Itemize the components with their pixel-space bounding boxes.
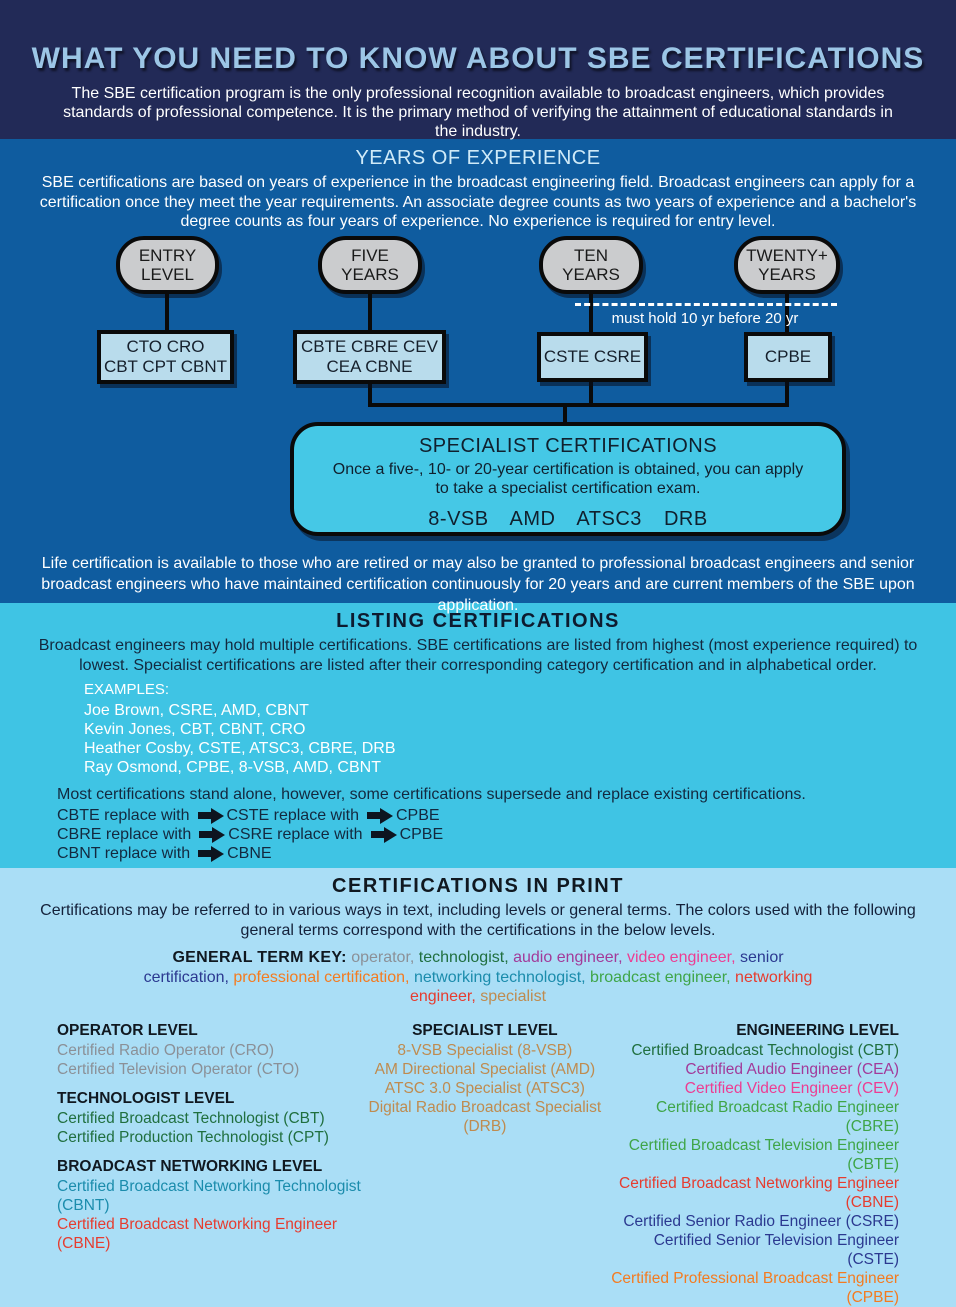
example-item: Ray Osmond, CPBE, 8-VSB, AMD, CBNT <box>84 759 381 776</box>
certifications-in-print-section <box>0 868 956 1306</box>
chain-text: CPBE <box>396 807 440 824</box>
cert-item: Certified Broadcast Radio Engineer (CBRE) <box>656 1098 899 1135</box>
replace-chain-row <box>57 825 956 844</box>
certs-entry-level-box <box>97 330 234 384</box>
replace-chain-row <box>57 806 956 825</box>
connector-line <box>368 292 372 332</box>
level-header: TECHNOLOGIST LEVEL <box>57 1089 235 1107</box>
replace-arrow-icon <box>198 812 211 819</box>
key-term: specialist <box>480 988 547 1005</box>
cert-item: Certified Broadcast Networking Engineer (CBNE) <box>57 1215 337 1252</box>
cert-item: AM Directional Specialist (AMD) <box>374 1060 596 1078</box>
dashed-requirement-line <box>575 303 837 306</box>
cert-codes-line: CBTE CBRE CEV <box>301 336 438 356</box>
specialist-certifications-box <box>290 422 846 536</box>
cert-item: Certified Video Engineer (CEV) <box>684 1079 899 1097</box>
key-term: broadcast engineer, <box>590 968 731 986</box>
column-operator-technologist-networking <box>57 1021 365 1307</box>
node-ten-years <box>539 236 643 294</box>
levels-columns <box>0 1021 956 1307</box>
in-print-intro: Certifications may be referred to in various ways in text, including levels or general terms. The colors used with the following general terms correspond with the certifications in the below levels. <box>40 902 916 939</box>
level-header: OPERATOR LEVEL <box>57 1021 198 1039</box>
node-five-years <box>318 236 422 294</box>
listing-heading: LISTING CERTIFICATIONS <box>336 610 620 632</box>
chain-text: CPBE <box>399 826 444 843</box>
cert-item: 8-VSB Specialist (8-VSB) <box>397 1041 573 1059</box>
chain-text: CBNE <box>227 845 272 862</box>
cert-item: Certified Broadcast Television Engineer (CBTE) <box>628 1136 899 1173</box>
broadcast-networking-level-group <box>57 1157 365 1253</box>
page-header <box>0 0 956 139</box>
cert-item: Certified Broadcast Networking Technologist (CBNT) <box>57 1177 361 1214</box>
key-term: video engineer, <box>626 949 736 966</box>
replace-arrow-icon <box>371 831 384 838</box>
cert-item: Certified Production Technologist (CPT) <box>57 1128 329 1146</box>
cert-item: Certified Radio Operator (CRO) <box>57 1041 275 1059</box>
cert-codes-line: CEA CBNE <box>326 356 413 376</box>
cert-item: Certified Senior Television Engineer (CSTE) <box>653 1231 899 1268</box>
operator-level-group <box>57 1021 365 1079</box>
general-term-key <box>133 948 823 1007</box>
level-header: ENGINEERING LEVEL <box>736 1021 899 1039</box>
key-term: professional certification, <box>233 968 410 986</box>
certification-flowchart <box>0 232 956 544</box>
examples-label: EXAMPLES: <box>84 681 170 698</box>
cert-item: Certified Broadcast Technologist (CBT) <box>57 1109 325 1127</box>
requirement-note: must hold 10 yr before 20 yr <box>611 309 799 327</box>
example-item: Joe Brown, CSRE, AMD, CBNT <box>84 702 309 719</box>
replace-chain-row <box>57 844 956 863</box>
connector-line <box>563 405 567 424</box>
cert-item: Certified Professional Broadcast Engineer (CPBE) <box>611 1269 899 1306</box>
cert-codes-line: CBT CPT CBNT <box>103 356 228 376</box>
node-label-line: YEARS <box>341 264 399 284</box>
cert-codes-line: CSTE CSRE <box>543 346 642 366</box>
examples-block <box>84 680 956 777</box>
cert-item: Digital Radio Broadcast Specialist (DRB) <box>368 1098 602 1135</box>
chain-text: CBTE replace with <box>57 807 190 824</box>
node-label-line: FIVE <box>351 245 389 265</box>
key-term: networking engineer, <box>409 968 813 1005</box>
cert-item: ATSC 3.0 Specialist (ATSC3) <box>384 1079 585 1097</box>
level-header: BROADCAST NETWORKING LEVEL <box>57 1157 323 1175</box>
page-title: WHAT YOU NEED TO KNOW ABOUT SBE CERTIFICATIONS <box>31 42 925 75</box>
life-certification-note: Life certification is available to those who are retired or may also be granted to professional broadcast engineers and senior broadcast engineers who have maintained certification continuously for 20 years and are current members of the SBE upon application. <box>41 554 915 614</box>
node-label-line: LEVEL <box>141 264 194 284</box>
years-of-experience-section <box>0 139 956 614</box>
connector-line <box>368 403 789 407</box>
example-item: Kevin Jones, CBT, CBNT, CRO <box>84 721 306 738</box>
cert-item: Certified Senior Radio Engineer (CSRE) <box>623 1212 899 1230</box>
experience-heading: YEARS OF EXPERIENCE <box>355 147 601 169</box>
technologist-level-group <box>57 1089 365 1147</box>
key-term: audio engineer, <box>513 949 623 966</box>
key-term: technologist, <box>418 949 509 966</box>
replace-arrow-icon <box>198 850 211 857</box>
in-print-heading: CERTIFICATIONS IN PRINT <box>332 875 624 897</box>
cert-item: Certified Broadcast Networking Engineer (CBNE) <box>619 1174 899 1211</box>
cert-item: Certified Television Operator (CTO) <box>57 1060 300 1078</box>
cert-codes-line: CTO CRO <box>126 336 205 356</box>
chain-text: CSRE replace with <box>228 826 363 843</box>
node-label-line: TEN <box>574 245 608 265</box>
experience-intro: SBE certifications are based on years of experience in the broadcast engineering field. Broadcast engineers can apply for a certification once they meet the year requirements. An associate degree counts as two years of experience and a bachelor's degree counts as four years of experience. No experience is required for entry level. <box>39 174 917 230</box>
specialist-body: Once a five-, 10- or 20-year certification is obtained, you can apply to take a specialist certification exam. <box>332 460 804 497</box>
key-term: operator, <box>351 949 415 966</box>
cert-item: Certified Broadcast Technologist (CBT) <box>631 1041 899 1059</box>
listing-intro: Broadcast engineers may hold multiple certifications. SBE certifications are listed from highest (most experience required) to lowest. Specialist certifications are listed after their corresponding category certification and in alphabetical order. <box>38 637 918 674</box>
replace-arrow-icon <box>367 812 380 819</box>
node-label-line: TWENTY+ <box>746 245 828 265</box>
cert-codes-line: CPBE <box>764 346 812 366</box>
header-subtitle: The SBE certification program is the only professional recognition available to broadcast engineers, which provides standards of professional competence. It is the primary method of verifying the attainment of educational standards in the industry. <box>63 85 893 140</box>
level-header: SPECIALIST LEVEL <box>412 1021 558 1039</box>
node-twenty-years <box>734 236 840 294</box>
key-term: senior certification, <box>143 949 784 986</box>
certs-ten-years-box <box>537 332 648 382</box>
node-label-line: YEARS <box>562 264 620 284</box>
specialist-codes: 8-VSB AMD ATSC3 DRB <box>428 507 708 530</box>
column-specialist <box>365 1021 604 1307</box>
replace-chains <box>57 806 956 863</box>
certs-five-years-box <box>293 330 446 384</box>
specialist-title: SPECIALIST CERTIFICATIONS <box>418 434 718 457</box>
column-engineering <box>605 1021 900 1307</box>
example-item: Heather Cosby, CSTE, ATSC3, CBRE, DRB <box>84 740 396 757</box>
chain-text: CSTE replace with <box>226 807 359 824</box>
node-label-line: YEARS <box>758 264 816 284</box>
chain-text: CBRE replace with <box>57 826 192 843</box>
key-term: networking technologist, <box>413 968 586 986</box>
certs-twenty-years-box <box>744 332 832 382</box>
chain-text: CBNT replace with <box>57 845 191 862</box>
cert-item: Certified Audio Engineer (CEA) <box>685 1060 899 1078</box>
replace-arrow-icon <box>199 831 212 838</box>
supersede-intro: Most certifications stand alone, however, some certifications supersede and replace existing certifications. <box>57 786 806 803</box>
node-label-line: ENTRY <box>138 245 197 265</box>
term-key-label: GENERAL TERM KEY: <box>172 949 347 966</box>
node-entry-level <box>116 236 219 294</box>
connector-line <box>165 292 169 332</box>
listing-certifications-section <box>0 603 956 868</box>
